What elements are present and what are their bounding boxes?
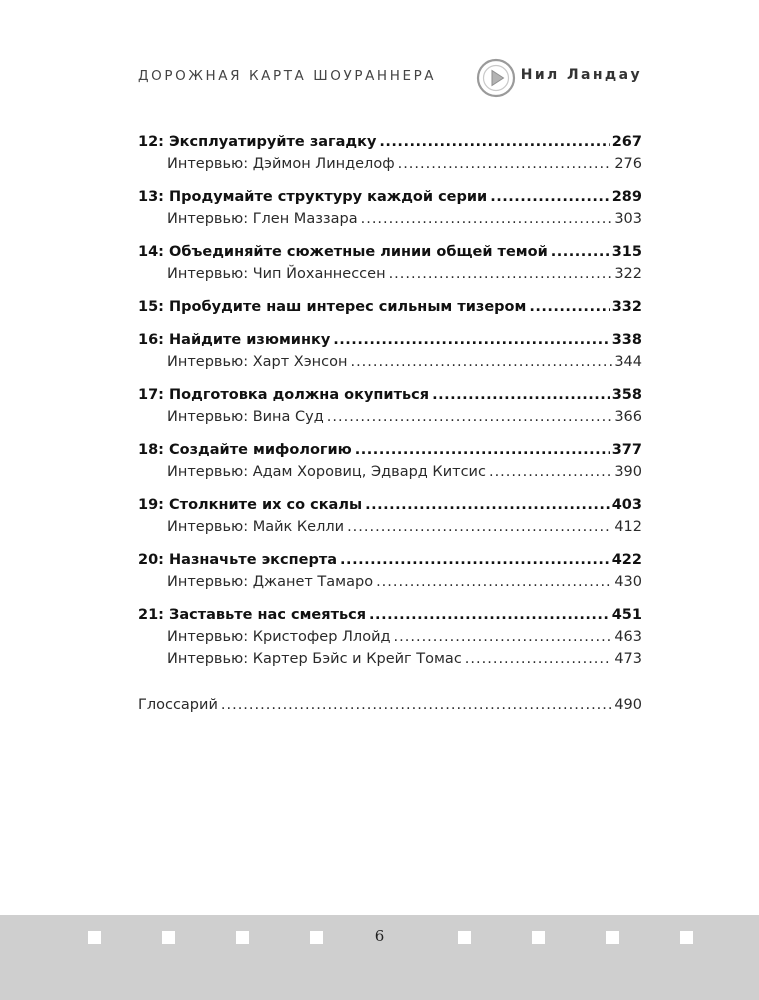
toc-interview-page: 390 [614,464,642,480]
toc-chapter-page: 332 [611,299,642,315]
toc-chapter [138,549,642,571]
toc-chapter-title: 19: Столкните их со скалы [138,497,363,513]
dot-leader [365,494,610,516]
toc-chapter-page: 377 [611,442,642,458]
toc-interview [138,571,642,593]
toc-chapter-title: 15: Пробудите наш интерес сильным тизером [138,299,527,315]
toc-chapter-page: 338 [611,332,642,348]
dot-leader [221,694,612,716]
footer-square-decoration [162,931,175,944]
toc-interview-title: Интервью: Джанет Тамаро [167,574,374,590]
toc-interview [138,208,642,230]
footer-square-decoration [606,931,619,944]
dot-leader [340,549,610,571]
toc-chapter [138,384,642,406]
toc-chapter-title: 14: Объединяйте сюжетные линии общей темой [138,244,548,260]
toc-chapter [138,439,642,461]
toc-chapter-page: 315 [611,244,642,260]
dot-leader [333,329,609,351]
dot-leader [529,296,609,318]
running-header [138,58,642,98]
toc-chapter-title: 20: Назначьте эксперта [138,552,338,568]
toc-interview-page: 366 [614,409,642,425]
dot-leader [394,626,613,648]
toc-chapter-group [138,241,642,285]
toc-glossary-title: Глоссарий [138,697,218,713]
toc-interview-page: 412 [614,519,642,535]
toc-interview [138,406,642,428]
toc-interview-title: Интервью: Картер Бэйс и Крейг Томас [167,651,462,667]
toc-interview-title: Интервью: Глен Маззара [167,211,358,227]
toc-chapter [138,604,642,626]
toc-chapter [138,296,642,318]
footer-square-decoration [680,931,693,944]
toc-chapter [138,131,642,153]
toc-interview [138,153,642,175]
toc-glossary-page: 490 [614,697,642,713]
toc-glossary [138,694,642,716]
toc-chapter-page: 403 [611,497,642,513]
dot-leader [490,186,610,208]
footer-square-decoration [236,931,249,944]
toc-interview [138,626,642,648]
dot-leader [350,351,612,373]
toc-interview-title: Интервью: Харт Хэнсон [167,354,348,370]
dot-leader [551,241,610,263]
page-number: 6 [374,927,385,945]
toc-interview [138,263,642,285]
dot-leader [347,516,612,538]
toc-chapter-title: 12: Эксплуатируйте загадку [138,134,377,150]
toc-interview-page: 473 [614,651,642,667]
toc-interview [138,516,642,538]
toc-chapter-group [138,131,642,175]
toc-interview [138,648,642,670]
dot-leader [489,461,612,483]
footer-band [0,915,759,1000]
play-circle-icon [476,58,516,98]
toc-chapter [138,494,642,516]
toc-chapter-group [138,439,642,483]
dot-leader [369,604,610,626]
toc-chapter-page: 358 [611,387,642,403]
dot-leader [465,648,613,670]
toc-chapter [138,241,642,263]
toc-chapter-group [138,329,642,373]
table-of-contents [138,131,642,716]
toc-interview-page: 322 [614,266,642,282]
footer-square-decoration [532,931,545,944]
toc-interview-page: 344 [614,354,642,370]
toc-chapter-title: 16: Найдите изюминку [138,332,331,348]
toc-chapter-group [138,296,642,318]
toc-chapter-group [138,186,642,230]
footer-square-decoration [88,931,101,944]
dot-leader [361,208,613,230]
toc-chapter-group [138,384,642,428]
toc-chapter-page: 422 [611,552,642,568]
toc-chapter-group [138,549,642,593]
dot-leader [327,406,613,428]
dot-leader [355,439,610,461]
toc-interview-page: 463 [614,629,642,645]
toc-interview [138,461,642,483]
dot-leader [389,263,613,285]
book-title: ДОРОЖНАЯ КАРТА ШОУРАННЕРА [138,68,437,84]
toc-interview-title: Интервью: Адам Хоровиц, Эдвард Китсис [167,464,486,480]
toc-chapter [138,186,642,208]
toc-interview-title: Интервью: Дэймон Линделоф [167,156,395,172]
footer-square-decoration [310,931,323,944]
toc-chapter [138,329,642,351]
dot-leader [432,384,610,406]
dot-leader [379,131,609,153]
toc-interview-page: 303 [614,211,642,227]
footer-square-decoration [458,931,471,944]
toc-interview-page: 276 [614,156,642,172]
toc-chapter-title: 18: Создайте мифологию [138,442,352,458]
toc-chapter-group [138,604,642,670]
toc-chapter-page: 289 [611,189,642,205]
toc-chapter-title: 21: Заставьте нас смеяться [138,607,367,623]
author-name: Нил Ландау [520,67,642,83]
toc-interview-title: Интервью: Кристофер Ллойд [167,629,391,645]
toc-interview-page: 430 [614,574,642,590]
dot-leader [398,153,613,175]
toc-chapter-page: 451 [611,607,642,623]
toc-interview-title: Интервью: Чип Йоханнессен [167,266,386,282]
toc-chapter-page: 267 [611,134,642,150]
toc-interview-title: Интервью: Майк Келли [167,519,345,535]
toc-interview [138,351,642,373]
dot-leader [376,571,612,593]
toc-interview-title: Интервью: Вина Суд [167,409,324,425]
toc-chapter-group [138,494,642,538]
toc-chapter-title: 13: Продумайте структуру каждой серии [138,189,488,205]
toc-chapter-title: 17: Подготовка должна окупиться [138,387,430,403]
